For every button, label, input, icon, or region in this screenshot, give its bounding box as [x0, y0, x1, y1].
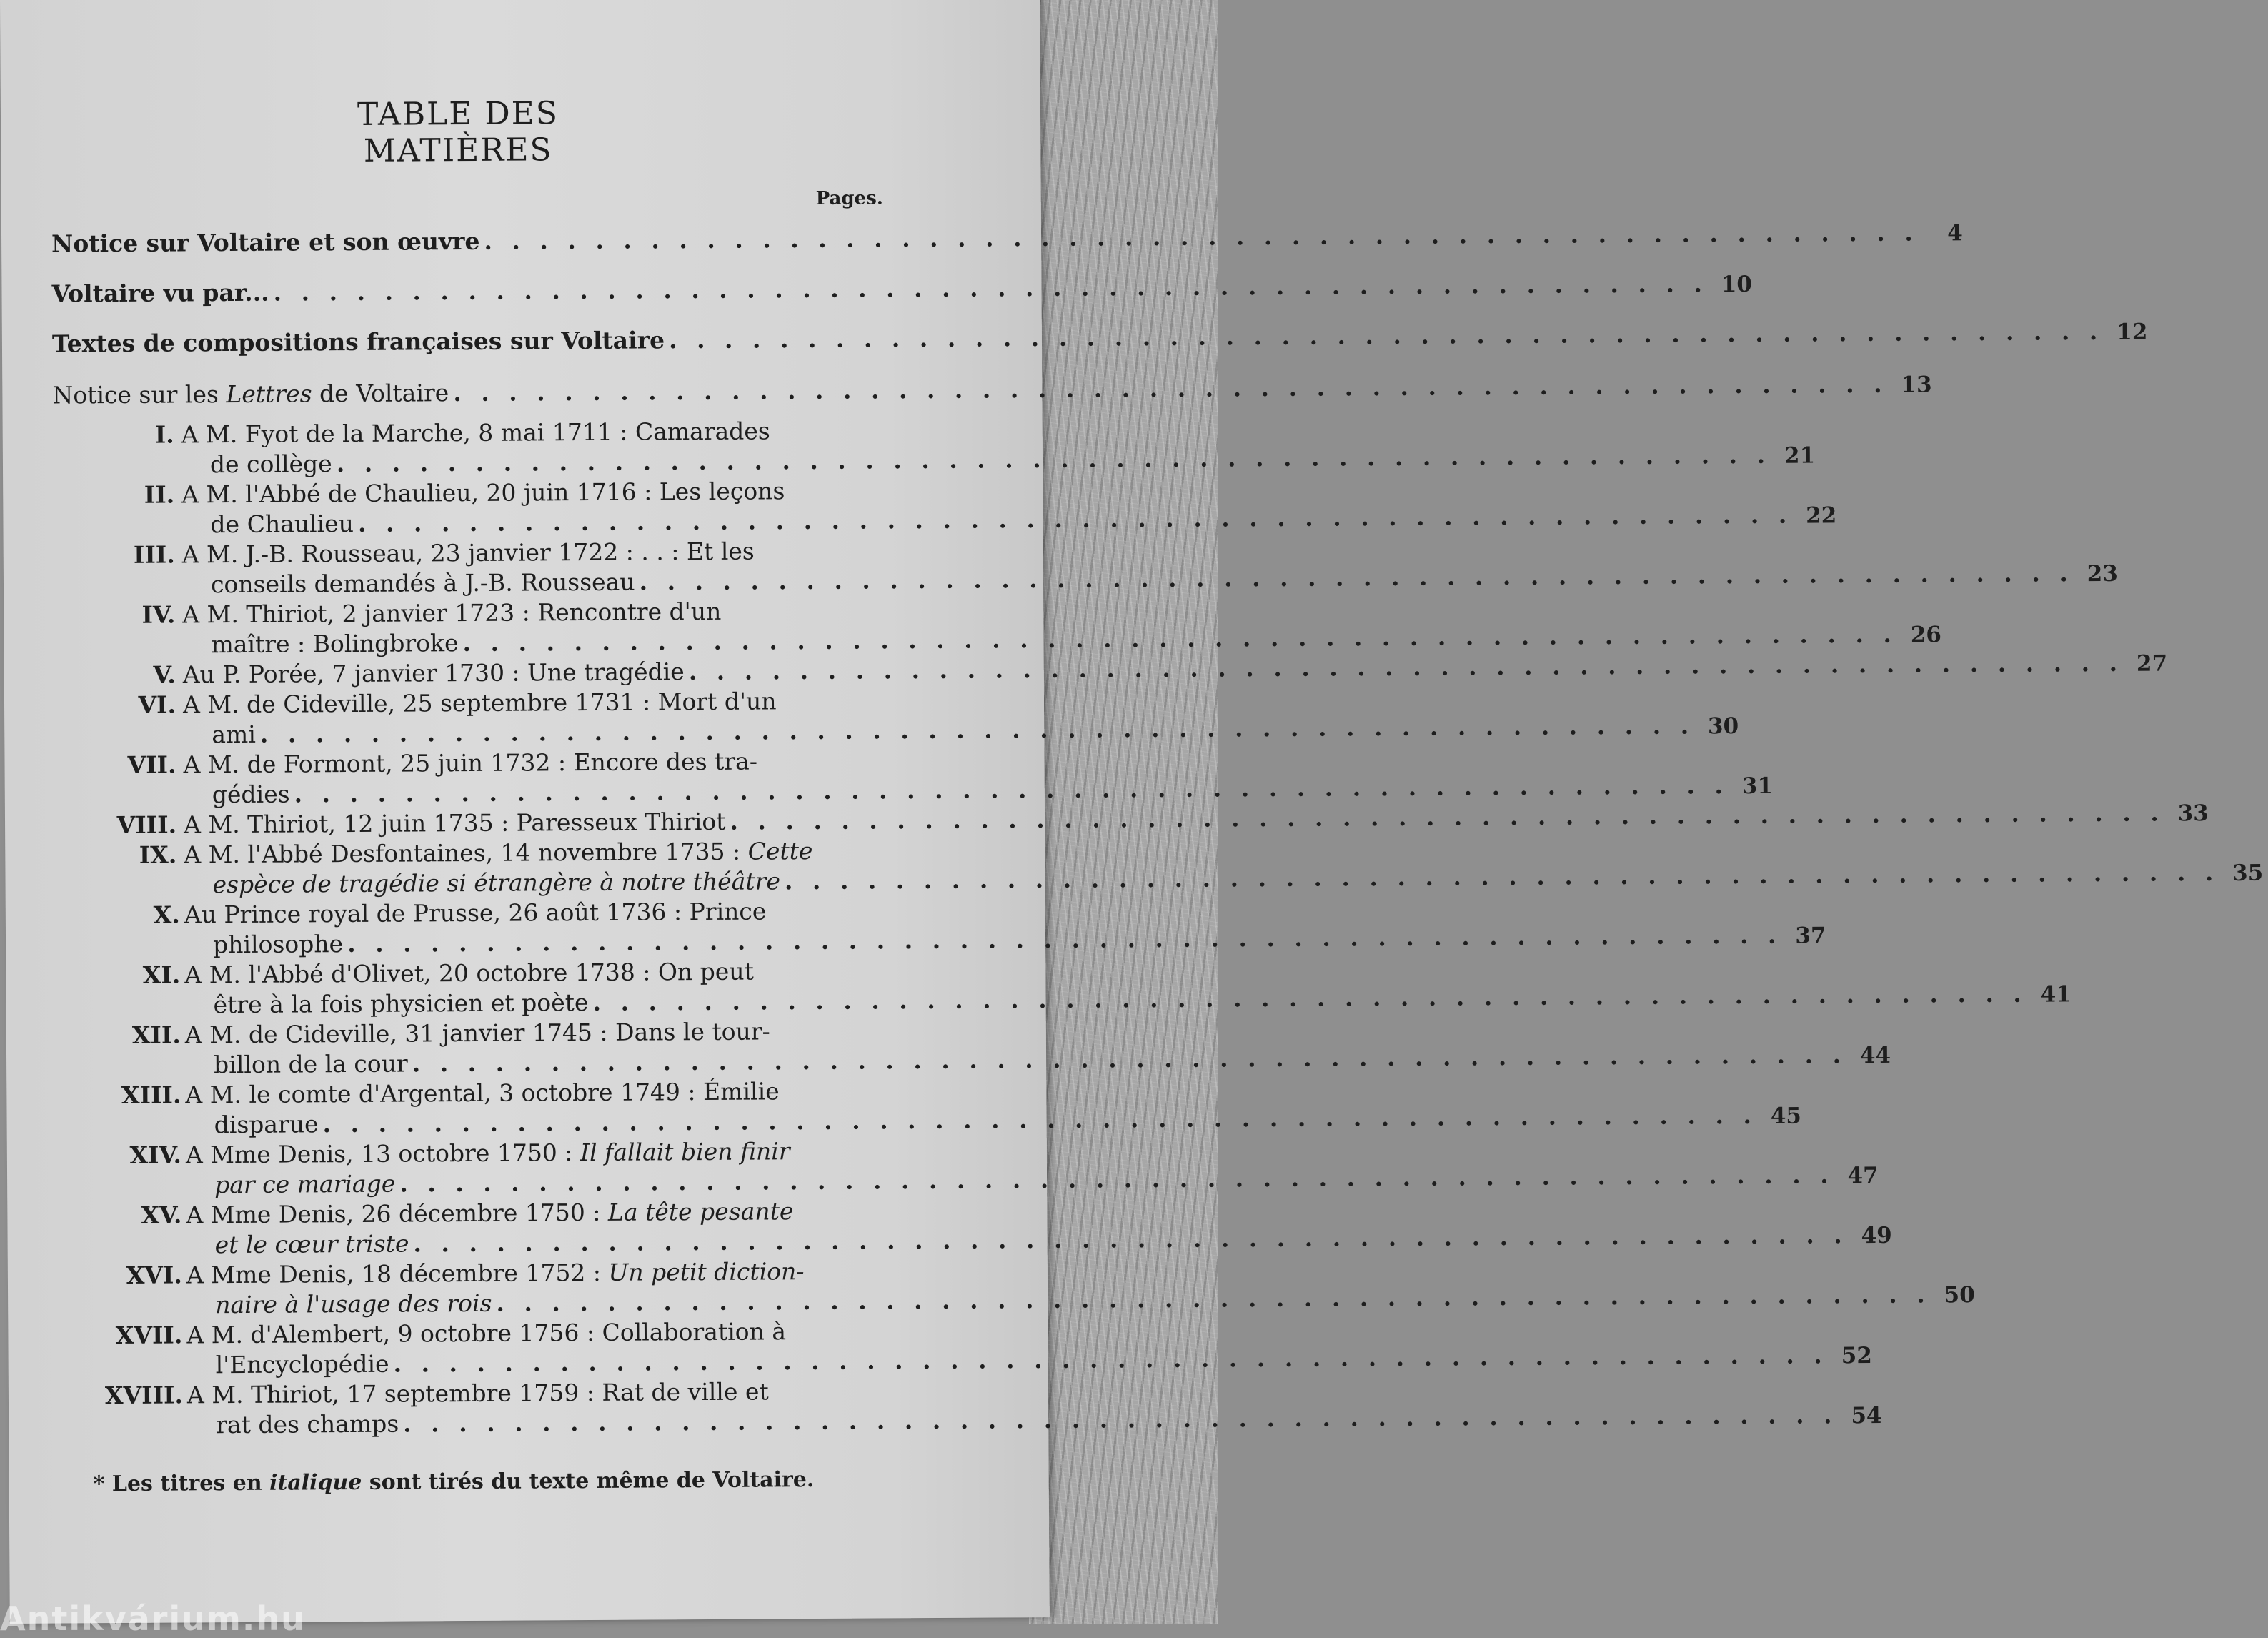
- entry-title-italic: Lettres: [226, 379, 312, 409]
- page-number: 27: [2136, 650, 2168, 677]
- entry-line-2: [212, 771, 1774, 810]
- dot-leader: . . . . . . . . . . . . . . . . . . . . . . . . . . . . . . . . . . . . . . . . . . . . . . . . . . . .: [688, 648, 2124, 686]
- dot-leader: . . . . . . . . . . . . . . . . . . . . . . . . . . . . . . . . . . . . . . . . . . . . . . . . . . . .: [592, 979, 2027, 1016]
- entry-line-2: [209, 440, 1816, 480]
- entry-line-2-text: philosophe: [212, 930, 344, 959]
- entry-line-1-text: A M. le comte d'Argental, 3 octobre 1749 : Émilie: [185, 1077, 780, 1109]
- entry-line-2-text: de collège: [209, 450, 332, 479]
- entry-line-1-text: A M. l'Abbé de Chaulieu, 20 juin 1716 : Les leçons: [181, 477, 785, 509]
- entry-line-1-plain: A Mme Denis, 18 décembre 1752 :: [186, 1258, 609, 1289]
- page-number: 49: [1861, 1222, 1892, 1249]
- entry-line-2: [214, 1161, 1879, 1200]
- roman-numeral: XVII.: [115, 1321, 183, 1350]
- entry-line-2-text: billon de la cour: [213, 1049, 408, 1079]
- page-number: 4: [1947, 220, 1963, 247]
- footnote: [94, 1467, 815, 1496]
- roman-numeral: XVIII.: [104, 1381, 184, 1410]
- entry-line-1: [181, 477, 850, 510]
- entry-line-1-text: [184, 837, 812, 869]
- dot-leader: . . . . . . . . . . . . . . . . . . . . . . . . . . . . . . . . . . . . . . . . . . . . . . . . . . . .: [273, 269, 1709, 307]
- roman-numeral: XIV.: [129, 1141, 181, 1169]
- dot-leader: . . . . . . . . . . . . . . . . . . . . . . . . . . . . . . . . . . . . . . . . . . . . . . . . . . . .: [294, 771, 1729, 808]
- entry-line-1: [187, 1377, 855, 1410]
- entry-line-2: [214, 1101, 1802, 1140]
- entry-line-2: [216, 1401, 1882, 1440]
- page-number: 47: [1847, 1162, 1879, 1189]
- entry-line-2: [210, 500, 1837, 540]
- entry-line-2-text: gédies: [212, 780, 290, 809]
- entry-line-1: [184, 837, 852, 870]
- entry-line-1: [181, 417, 850, 450]
- entry-line-2-text: Au P. Porée, 7 janvier 1730 : Une tragédie: [182, 657, 685, 689]
- entry-line-1-text: A M. Thiriot, 2 janvier 1723 : Rencontre d'un: [182, 597, 722, 629]
- entry-line-1-text: [186, 1257, 805, 1289]
- entry-line-2-text: conseils demandés à J.-B. Rousseau: [210, 567, 635, 599]
- entry-title: [51, 279, 269, 309]
- roman-numeral: VII.: [127, 750, 176, 779]
- roman-numeral: X.: [153, 900, 180, 929]
- page-number: 21: [1784, 442, 1816, 469]
- entry-line-2-text: l'Encyclopédie: [215, 1349, 389, 1379]
- page-number: 35: [2232, 860, 2264, 886]
- dot-leader: . . . . . . . . . . . . . . . . . . . . . . . . . . . . . . . . . . . . . . . . . . . . . . . . . . . .: [413, 1221, 1848, 1258]
- pages-column-label: Pages.: [815, 187, 883, 210]
- entry-title: [52, 379, 449, 409]
- entry-line-1: [185, 1017, 853, 1050]
- footnote-text-end: sont tirés du texte même de Voltaire.: [362, 1467, 815, 1495]
- dot-leader: . . . . . . . . . . . . . . . . . . . . . . . . . . . . . . . . . . . . . . . . . . . . . . . . . . . .: [259, 711, 1695, 748]
- page-number: 31: [1741, 773, 1774, 800]
- entry-line-1-text: A M. de Formont, 25 juin 1732 : Encore des tra-: [183, 747, 758, 779]
- entry-line-2: [212, 711, 1739, 750]
- page-number: 44: [1859, 1042, 1891, 1069]
- page-number: 33: [2177, 800, 2209, 827]
- page-number: 41: [2040, 981, 2071, 1008]
- toc-main-entry: [51, 218, 1963, 259]
- roman-numeral: XI.: [142, 961, 181, 989]
- entry-line-1: [184, 957, 852, 990]
- entry-line-1-text: A M. de Cideville, 25 septembre 1731 : Mort d'un: [182, 687, 777, 719]
- dot-leader: . . . . . . . . . . . . . . . . . . . . . . . . . . . . . . . . . . . . . . . . . . . . . . . . . . . .: [730, 798, 2164, 835]
- entry-line-1-plain: A Mme Denis, 26 décembre 1750 :: [186, 1198, 609, 1229]
- entry-line-2: [214, 1221, 1892, 1260]
- entry-line-1-text: A M. Fyot de la Marche, 8 mai 1711 : Camarades: [181, 417, 770, 449]
- entry-line-1: [186, 1257, 855, 1290]
- page-number: 22: [1806, 502, 1837, 529]
- entry-line-1-text: A M. Thiriot, 17 septembre 1759 : Rat de ville et: [186, 1377, 769, 1409]
- entry-line-1: [182, 597, 850, 630]
- footnote-text-start: * Les titres en: [93, 1470, 270, 1497]
- entry-line-1-text: A M. de Cideville, 31 janvier 1745 : Dans le tour-: [184, 1017, 770, 1049]
- page-number: 37: [1795, 923, 1826, 949]
- entry-line-1-plain: A M. l'Abbé Desfontaines, 14 novembre 1735 :: [184, 837, 748, 869]
- roman-numeral: XV.: [141, 1201, 182, 1229]
- roman-numeral: I.: [154, 420, 174, 449]
- entry-line-2: [212, 858, 2264, 900]
- roman-numeral: V.: [153, 660, 176, 689]
- page-number: 45: [1770, 1103, 1802, 1129]
- page-number: 10: [1721, 272, 1753, 298]
- entry-line-2-text: être à la fois physicien et poète: [213, 988, 589, 1019]
- page-number: 52: [1841, 1343, 1872, 1369]
- dot-leader: . . . . . . . . . . . . . . . . . . . . . . . . . . . . . . . . . . . . . . . . . . . . . . . . . . . .: [347, 920, 1782, 958]
- entry-line-2: [213, 979, 2071, 1020]
- entry-line-1-italic: La tête pesante: [607, 1197, 794, 1226]
- dot-leader: . . . . . . . . . . . . . . . . . . . . . . . . . . . . . . . . . . . . . . . . . . . . . . . . . . . .: [668, 317, 2104, 354]
- entry-line-2: [212, 920, 1826, 960]
- entry-line-2-text: A M. Thiriot, 12 juin 1735 : Paresseux Thiriot: [183, 807, 726, 839]
- roman-numeral: XIII.: [121, 1081, 181, 1109]
- dot-leader: . . . . . . . . . . . . . . . . . . . . . . . . . . . . . . . . . . . . . . . . . . . . . . . . . . . .: [412, 1041, 1847, 1078]
- entry-line-1-italic: Il fallait bien finir: [580, 1137, 790, 1167]
- entry-line-2-text: maître : Bolingbroke: [211, 629, 459, 659]
- toc-lettres-entry: [52, 369, 1932, 410]
- entry-line-2-text: rat des champs: [216, 1409, 399, 1439]
- entry-line-1: [186, 1137, 854, 1170]
- page-title: TABLE DES MATIÈRES: [357, 95, 559, 169]
- entry-line-1: [185, 1077, 853, 1110]
- entry-title-end: de Voltaire: [312, 379, 449, 408]
- toc-main-entry: [51, 317, 2148, 359]
- roman-numeral: XVI.: [126, 1261, 183, 1289]
- entry-line-2: [210, 559, 2118, 600]
- entry-line-1: [183, 747, 851, 780]
- entry-line-1-text: [186, 1197, 793, 1229]
- page-number: 26: [1910, 622, 1942, 648]
- dot-leader: . . . . . . . . . . . . . . . . . . . . . . . . . . . . . . . . . . . . . . . . . . . . . . . . . . . .: [784, 858, 2219, 895]
- entry-line-2: [183, 798, 2209, 840]
- entry-line-1: [182, 537, 850, 570]
- entry-line-1-text: Au Prince royal de Prusse, 26 août 1736 : Prince: [184, 897, 767, 929]
- entry-title: [52, 326, 665, 358]
- roman-numeral: VI.: [138, 690, 176, 719]
- dot-leader: . . . . . . . . . . . . . . . . . . . . . . . . . . . . . . . . . . . . . . . . . . . . . . . . . . . .: [357, 500, 1793, 537]
- entry-title: [51, 227, 480, 259]
- dot-leader: . . . . . . . . . . . . . . . . . . . . . . . . . . . . . . . . . . . . . . . . . . . . . . . . . . . .: [393, 1341, 1828, 1378]
- roman-numeral: VIII.: [116, 810, 177, 840]
- entry-line-1-text: [186, 1137, 790, 1169]
- entry-line-1-italic: Un petit diction-: [608, 1257, 805, 1286]
- roman-numeral: IV.: [141, 600, 176, 629]
- page-number: 50: [1944, 1282, 1975, 1309]
- entry-title-bold: Textes de compositions françaises sur Voltaire: [51, 326, 665, 358]
- dot-leader: . . . . . . . . . . . . . . . . . . . . . . . . . . . . . . . . . . . . . . . . . . . . . . . . . . . .: [462, 620, 1898, 657]
- entry-line-1-text: A M. d'Alembert, 9 octobre 1756 : Collaboration à: [186, 1317, 787, 1349]
- footnote-italic-word: italique: [269, 1469, 362, 1496]
- toc-main-entry: [51, 269, 1753, 309]
- entry-line-2: [215, 1280, 1975, 1320]
- entry-line-2: [211, 620, 1942, 660]
- entry-line-1-italic: Cette: [747, 837, 813, 865]
- dot-leader: . . . . . . . . . . . . . . . . . . . . . . . . . . . . . . . . . . . . . . . . . . . . . . . . . . . .: [403, 1401, 1838, 1438]
- entry-line-2: [182, 648, 2168, 690]
- entry-line-2-text: espèce de tragédie si étrangère à notre théâtre: [212, 867, 781, 899]
- entry-title-bold: Voltaire vu par...: [51, 278, 269, 308]
- page-number: 23: [2087, 560, 2118, 587]
- entry-title-bold: Notice sur Voltaire et son œuvre: [51, 227, 480, 258]
- entry-line-2-text: et le cœur triste: [214, 1229, 409, 1259]
- entry-line-1: [186, 1197, 854, 1230]
- dot-leader: . . . . . . . . . . . . . . . . . . . . . . . . . . . . . . . . . . . . . . . . . . . . . . . . . . . .: [453, 369, 1888, 407]
- page-number: 13: [1901, 372, 1932, 398]
- entry-line-2-text: par ce mariage: [214, 1169, 396, 1199]
- roman-numeral: IX.: [139, 840, 177, 869]
- entry-line-2-text: naire à l'usage des rois: [215, 1289, 492, 1319]
- entry-line-1-text: A M. l'Abbé d'Olivet, 20 octobre 1738 : On peut: [184, 957, 754, 989]
- entry-line-2: [213, 1041, 1891, 1080]
- entry-line-2-text: de Chaulieu: [210, 509, 354, 539]
- dot-leader: . . . . . . . . . . . . . . . . . . . . . . . . . . . . . . . . . . . . . . . . . . . . . . . . . . . .: [639, 559, 2074, 596]
- roman-numeral: XII.: [131, 1021, 181, 1049]
- page-number: 30: [1707, 713, 1739, 740]
- entry-line-2-text: ami: [212, 720, 256, 749]
- dot-leader: . . . . . . . . . . . . . . . . . . . . . . . . . . . . . . . . . . . . . . . . . . . . . . . . . . . .: [484, 218, 1919, 255]
- entry-line-1: [186, 1317, 855, 1350]
- roman-numeral: III.: [133, 540, 175, 569]
- dot-leader: . . . . . . . . . . . . . . . . . . . . . . . . . . . . . . . . . . . . . . . . . . . . . . . . . . . .: [496, 1280, 1931, 1317]
- page-number: 54: [1851, 1402, 1882, 1429]
- entry-line-1: [183, 687, 851, 720]
- entry-line-2-text: disparue: [214, 1110, 319, 1139]
- watermark: Antikvárium.hu: [0, 1599, 306, 1638]
- roman-numeral: II.: [144, 480, 175, 509]
- entry-title-start: Notice sur les: [52, 380, 227, 409]
- entry-line-1-plain: A Mme Denis, 13 octobre 1750 :: [185, 1138, 581, 1169]
- entry-line-1-text: A M. J.-B. Rousseau, 23 janvier 1722 : . . : Et les: [181, 537, 755, 569]
- entry-line-1: [184, 897, 852, 930]
- entry-line-2: [215, 1341, 1872, 1380]
- page-number: 12: [2117, 319, 2148, 345]
- dot-leader: . . . . . . . . . . . . . . . . . . . . . . . . . . . . . . . . . . . . . . . . . . . . . . . . . . . .: [336, 440, 1771, 478]
- dot-leader: . . . . . . . . . . . . . . . . . . . . . . . . . . . . . . . . . . . . . . . . . . . . . . . . . . . .: [399, 1161, 1834, 1198]
- dot-leader: . . . . . . . . . . . . . . . . . . . . . . . . . . . . . . . . . . . . . . . . . . . . . . . . . . . .: [322, 1101, 1758, 1138]
